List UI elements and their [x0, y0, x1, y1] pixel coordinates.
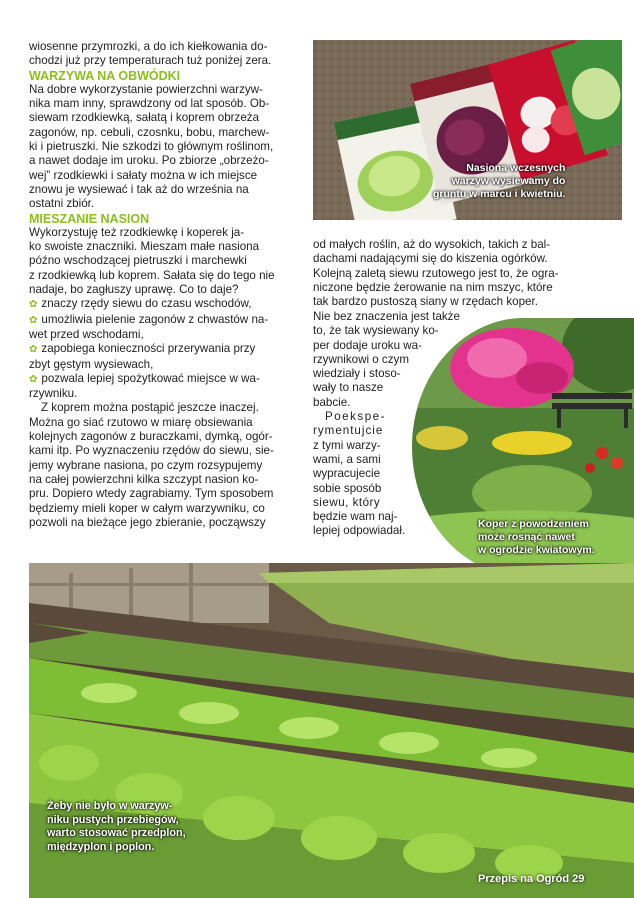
para-line: wami, a sami [313, 452, 381, 466]
para-line: lepiej odpowiadał. [313, 524, 406, 538]
para-line: od małych roślin, aż do wysokich, takich z bal- [313, 238, 551, 251]
flower-bullet-icon: ✿ [29, 299, 38, 311]
caption-garden: Żeby nie było w warzyw- niku pustych przebiegów, warto stosować przedplon, międzyplon i poplon. [47, 800, 186, 853]
para-line: rzywnikowi o czym [313, 352, 409, 366]
para-line: nadaje, bo zagłuszy uprawę. Co to daje? [29, 283, 239, 297]
para-line: Wykorzystuję też rzodkiewkę i koperek ja- [29, 225, 245, 239]
bullet-item: ✿ znaczy rzędy siewu do czasu wschodów, [29, 297, 299, 312]
para-line: będzie wam naj- [313, 510, 398, 524]
para-line: kolejnych zagonów z buraczkami, dymką, ogór- [29, 430, 273, 444]
para-line: Poekspe- [325, 410, 386, 424]
para-line: a nawet dodaje im uroku. Po zbiorze „obrzeżo- [29, 154, 269, 168]
para-line: jemy wybrane nasiona, po czym rozsypujemy [29, 458, 263, 472]
vegetable-garden-photo [29, 563, 634, 898]
caption-seeds: Nasiona wczesnych warzyw wysiewamy do gruntu w marcu i kwietniu. [433, 162, 566, 200]
para-line: na całej powierzchni kilka szczypt nasion ko- [29, 472, 259, 486]
flower-garden-photo [412, 318, 634, 576]
para-line: ki i pietruszki. Nie szkodzi to głównym roślinom, [29, 140, 274, 154]
page-footer: Przepis na Ogród 29 [478, 873, 585, 885]
right-column [313, 238, 610, 309]
intro-line: chodzi już przy temperaturach tuż poniżej zera. [29, 54, 272, 68]
bullet-item: ✿ umożliwia pielenie zagonów z chwastów na- [29, 313, 299, 328]
flower-bullet-icon: ✿ [29, 314, 38, 326]
intro-line: wiosenne przymrozki, a do ich kiełkowania do- [29, 40, 268, 53]
para-line: pru. Dopiero wtedy zagrabiamy. Tym sposobem [29, 487, 274, 501]
para-line: Z koprem można postąpić jeszcze inaczej. [41, 401, 259, 415]
para-line: zagonów, np. cebuli, czosnku, bobu, marchew- [29, 125, 270, 139]
caption-flowers: Koper z powodzeniem może rosnąć nawet w ogrodzie kwiatowym. [478, 518, 595, 556]
para-line: wypracujecie [313, 467, 381, 481]
flower-bullet-icon: ✿ [29, 373, 38, 385]
para-line: Na dobre wykorzystanie powierzchni warzyw- [29, 82, 263, 96]
bullet-item-cont: zbyt gęstym wysiewach, [29, 357, 154, 371]
para-line: wej” rzodkiewki i sałaty można w ich miejsce [29, 168, 258, 182]
para-line: Kolejną zaletą siewu rzutowego jest to, że ogra- [313, 266, 559, 280]
bullet-item-cont: wet przed wschodami, [29, 327, 144, 341]
para-line: dachami nadającymi się do kiszenia ogórków. [313, 252, 548, 266]
para-line: rymentujcie [313, 424, 384, 438]
para-line: wiedziały i stoso- [313, 367, 401, 381]
para-line: kami itp. Po wyznaczeniu rzędów do siewu, sie- [29, 444, 274, 458]
para-line: sobie sposób [313, 481, 382, 495]
para-line: siewu, który [313, 495, 381, 509]
heading-warzywa-na-obwodki: WARZYWA NA OBWÓDKI [29, 68, 181, 83]
heading-mieszanie-nasion: MIESZANIE NASION [29, 211, 150, 226]
bullet-item: ✿ pozwala lepiej spożytkować miejsce w wa- [29, 372, 299, 387]
para-line: pozwoli na bieżące jego zbieranie, począwszy [29, 515, 266, 529]
para-line: babcie. [313, 395, 351, 409]
seed-packets-photo [313, 40, 622, 220]
para-line: niczone będzie żerowanie na nim mszyc, które [313, 280, 553, 294]
para-line: wały to nasze [313, 381, 384, 395]
bullet-item-cont: rzywniku. [29, 387, 78, 401]
para-line: Można go siać rzutowo w miarę obsiewania [29, 415, 253, 429]
para-line: ostatni zbiór. [29, 197, 95, 211]
para-line: tak bardzo pustoszą siany w rzędach koper. [313, 295, 538, 309]
para-line: siewam rzodkiewką, sałatą i koprem obrzeża [29, 111, 260, 125]
para-line: z rzodkiewką lub koprem. Sałata się do tego nie [29, 268, 275, 282]
para-line: późno wschodzącej pietruszki i marchewki [29, 254, 247, 268]
para-line: z tymi warzy- [313, 438, 381, 452]
para-line: per dodaje uroku wa- [313, 338, 422, 352]
para-line: nika mam inny, sprawdzony od lat sposób. Ob- [29, 97, 270, 111]
para-line: ko swoiste znaczniki. Mieszam małe nasiona [29, 240, 260, 254]
para-line: to, że tak wysiewany ko- [313, 324, 439, 338]
para-line: będziemy mieli koper w całym warzywniku, co [29, 501, 265, 515]
flower-bullet-icon: ✿ [29, 344, 38, 356]
bullet-item: ✿ zapobiega konieczności przerywania przy [29, 342, 299, 357]
para-line: Nie bez znaczenia jest także [313, 310, 460, 323]
left-column [29, 40, 299, 530]
para-line: znowu je wysiewać i tak aż do września na [29, 182, 249, 196]
